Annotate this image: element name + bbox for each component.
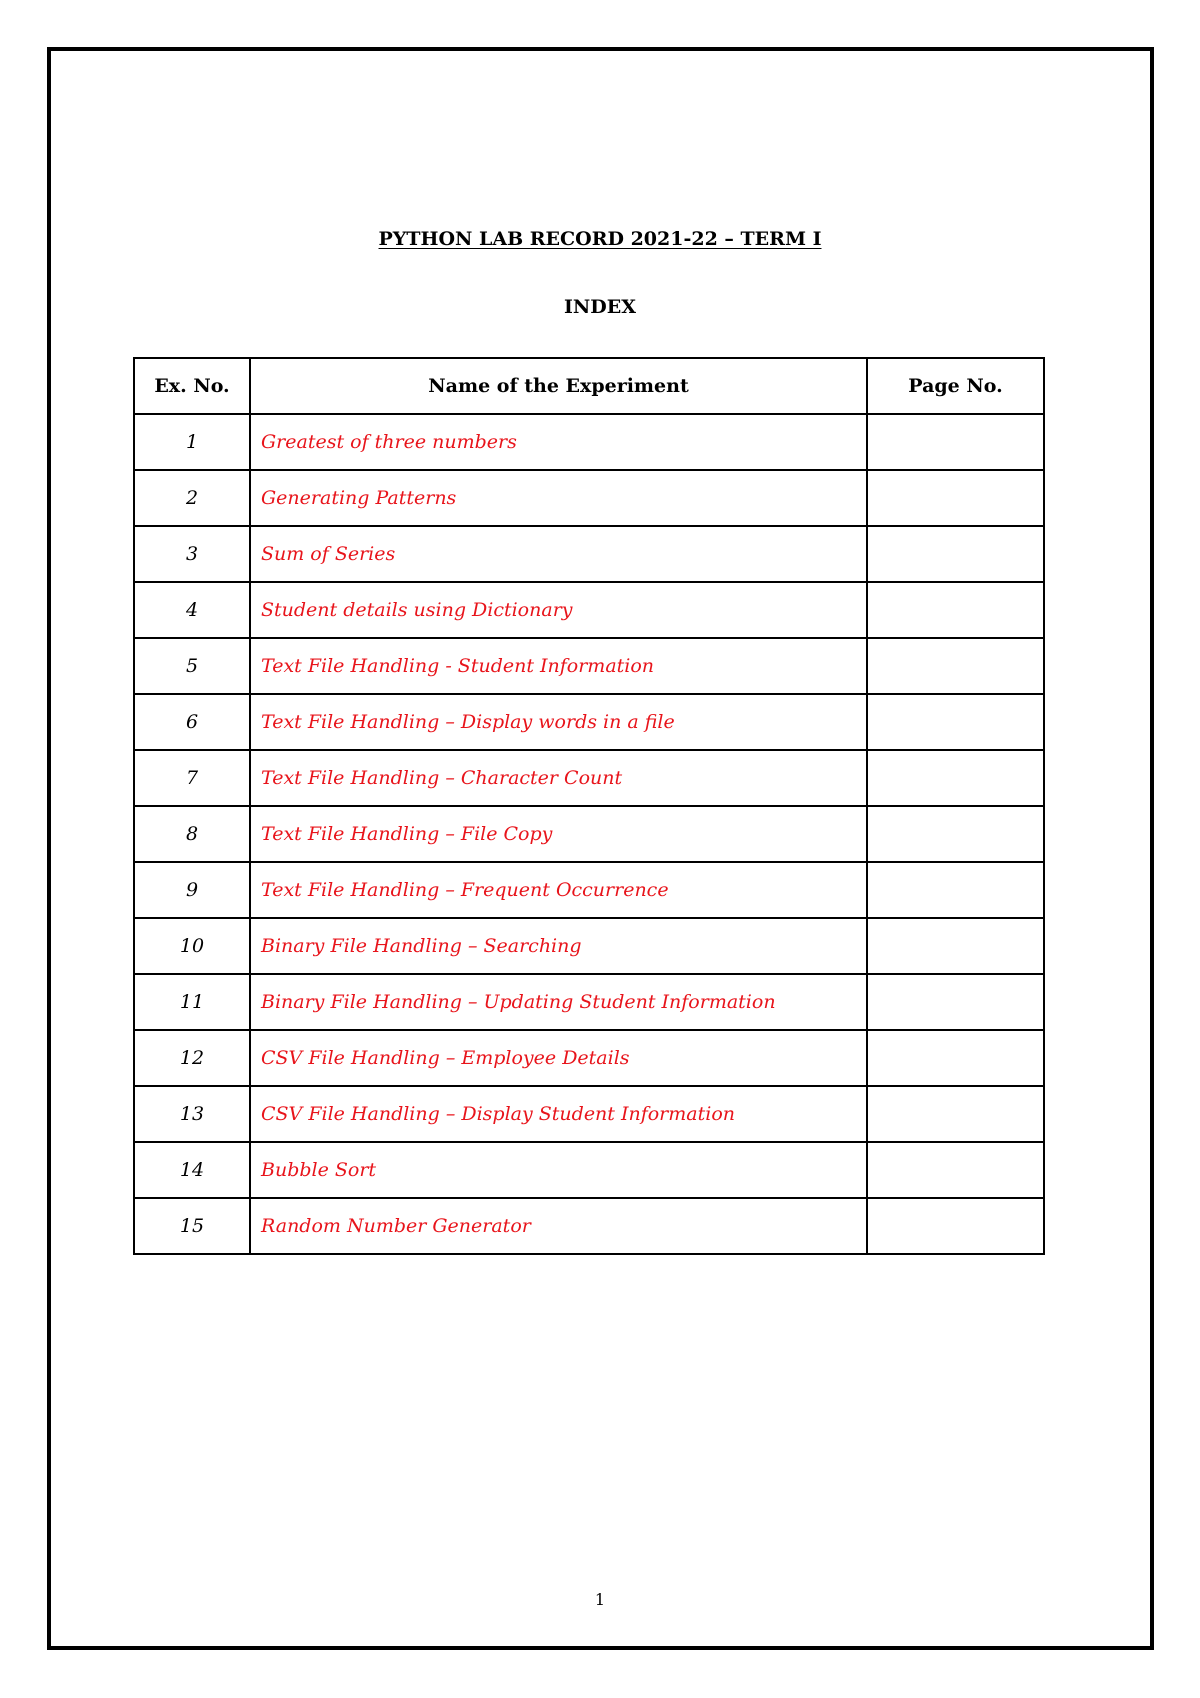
page-no-cell (867, 862, 1044, 918)
header-ex-no: Ex. No. (134, 358, 250, 414)
ex-no-cell: 14 (134, 1142, 250, 1198)
ex-no-cell: 12 (134, 1030, 250, 1086)
experiment-name-cell: Generating Patterns (250, 470, 867, 526)
page-no-cell (867, 750, 1044, 806)
table-row (134, 638, 1044, 694)
index-heading: INDEX (564, 296, 636, 318)
table-row (134, 1198, 1044, 1254)
experiment-name-cell: Text File Handling – File Copy (250, 806, 867, 862)
ex-no-cell: 7 (134, 750, 250, 806)
ex-no-cell: 3 (134, 526, 250, 582)
table-row (134, 1030, 1044, 1086)
experiment-name-cell: Text File Handling – Frequent Occurrence (250, 862, 867, 918)
table-row (134, 582, 1044, 638)
experiment-name-cell: Text File Handling - Student Information (250, 638, 867, 694)
table-row (134, 694, 1044, 750)
experiment-name-cell: CSV File Handling – Employee Details (250, 1030, 867, 1086)
page-no-cell (867, 974, 1044, 1030)
experiment-name-cell: CSV File Handling – Display Student Information (250, 1086, 867, 1142)
ex-no-cell: 6 (134, 694, 250, 750)
ex-no-cell: 13 (134, 1086, 250, 1142)
page-no-cell (867, 582, 1044, 638)
table-row (134, 414, 1044, 470)
page-no-cell (867, 694, 1044, 750)
experiment-name-cell: Greatest of three numbers (250, 414, 867, 470)
table-row (134, 1086, 1044, 1142)
experiment-name-cell: Student details using Dictionary (250, 582, 867, 638)
table-row (134, 470, 1044, 526)
page-no-cell (867, 1030, 1044, 1086)
experiment-name-cell: Random Number Generator (250, 1198, 867, 1254)
ex-no-cell: 10 (134, 918, 250, 974)
experiment-name-cell: Text File Handling – Character Count (250, 750, 867, 806)
header-page-no: Page No. (867, 358, 1044, 414)
page-no-cell (867, 526, 1044, 582)
table-row (134, 974, 1044, 1030)
table-row (134, 526, 1044, 582)
experiment-name-cell: Binary File Handling – Searching (250, 918, 867, 974)
page-no-cell (867, 414, 1044, 470)
ex-no-cell: 1 (134, 414, 250, 470)
page-no-cell (867, 638, 1044, 694)
header-experiment-name: Name of the Experiment (250, 358, 867, 414)
experiment-name-cell: Binary File Handling – Updating Student Information (250, 974, 867, 1030)
table-row (134, 862, 1044, 918)
document-title: PYTHON LAB RECORD 2021-22 – TERM I (378, 228, 822, 250)
page-no-cell (867, 1198, 1044, 1254)
ex-no-cell: 15 (134, 1198, 250, 1254)
table-row (134, 806, 1044, 862)
table-row (134, 750, 1044, 806)
experiment-name-cell: Bubble Sort (250, 1142, 867, 1198)
experiment-name-cell: Sum of Series (250, 526, 867, 582)
table-header-row (134, 358, 1044, 414)
ex-no-cell: 4 (134, 582, 250, 638)
ex-no-cell: 2 (134, 470, 250, 526)
index-table (133, 357, 1045, 1255)
index-table-body (134, 414, 1044, 1254)
table-row (134, 918, 1044, 974)
page-no-cell (867, 1086, 1044, 1142)
ex-no-cell: 9 (134, 862, 250, 918)
page-no-cell (867, 470, 1044, 526)
page-no-cell (867, 918, 1044, 974)
ex-no-cell: 11 (134, 974, 250, 1030)
page-no-cell (867, 1142, 1044, 1198)
page-number: 1 (594, 1590, 606, 1609)
experiment-name-cell: Text File Handling – Display words in a file (250, 694, 867, 750)
ex-no-cell: 8 (134, 806, 250, 862)
page-no-cell (867, 806, 1044, 862)
table-row (134, 1142, 1044, 1198)
ex-no-cell: 5 (134, 638, 250, 694)
